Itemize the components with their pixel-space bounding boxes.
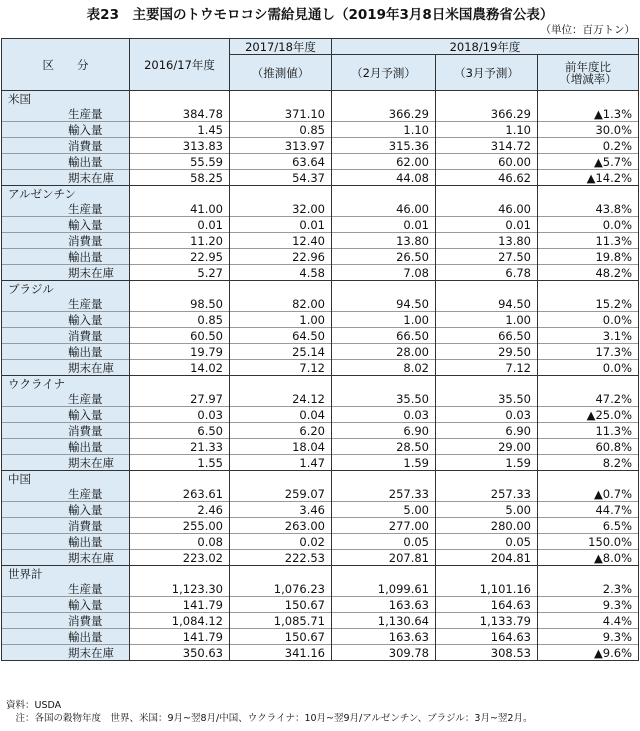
value-cell: 1.55 [130,455,230,471]
empty-cell [332,281,436,297]
header-2018-mar: （3月予測） [436,55,538,91]
value-cell: 4.58 [230,265,332,281]
value-cell: 4.4% [538,613,639,629]
value-cell: 0.0% [538,312,639,328]
row-label: 生産量 [2,106,130,122]
value-cell: 6.90 [436,423,538,439]
value-cell: 43.8% [538,201,639,217]
group-name: 中国 [2,471,130,487]
table-row [2,296,639,312]
table-row [2,502,639,518]
value-cell: 58.25 [130,170,230,186]
row-label: 消費量 [2,423,130,439]
value-cell: 0.0% [538,360,639,376]
row-label: 輸入量 [2,502,130,518]
value-cell: 54.37 [230,170,332,186]
table-title: 表23 主要国のトウモロコシ需給見通し（2019年3月8日米国農務省公表） [86,7,554,23]
value-cell: ▲1.3% [538,106,639,122]
group-header-row [2,281,639,297]
value-cell: 11.3% [538,423,639,439]
table-row [2,550,639,566]
value-cell: 0.05 [332,534,436,550]
header-2017-sub: （推測値） [230,55,332,91]
value-cell: 204.81 [436,550,538,566]
empty-cell [332,376,436,392]
value-cell: 315.36 [332,138,436,154]
empty-cell [230,471,332,487]
header-2017: 2017/18年度 [230,39,332,55]
value-cell: 164.63 [436,629,538,645]
table-row [2,534,639,550]
value-cell: 62.00 [332,154,436,170]
row-label: 生産量 [2,486,130,502]
row-label: 輸出量 [2,629,130,645]
value-cell: 46.62 [436,170,538,186]
value-cell: 141.79 [130,629,230,645]
table-row [2,518,639,534]
group-name: 世界計 [2,566,130,582]
value-cell: 0.01 [230,217,332,233]
value-cell: 1.45 [130,122,230,138]
value-cell: 21.33 [130,439,230,455]
empty-cell [538,281,639,297]
supply-demand-table [1,38,639,661]
value-cell: 8.2% [538,455,639,471]
value-cell: 55.59 [130,154,230,170]
value-cell: 263.61 [130,486,230,502]
value-cell: 223.02 [130,550,230,566]
table-row [2,312,639,328]
value-cell: 1,076.23 [230,581,332,597]
table-row [2,170,639,186]
value-cell: 259.07 [230,486,332,502]
value-cell: 164.63 [436,597,538,613]
empty-cell [332,566,436,582]
value-cell: 29.00 [436,439,538,455]
value-cell: 66.50 [332,328,436,344]
row-label: 消費量 [2,233,130,249]
value-cell: 22.96 [230,249,332,265]
table-row [2,455,639,471]
value-cell: 5.27 [130,265,230,281]
table-row [2,265,639,281]
table-row [2,328,639,344]
header-2016: 2016/17年度 [130,39,230,91]
value-cell: 63.64 [230,154,332,170]
value-cell: ▲8.0% [538,550,639,566]
value-cell: 0.2% [538,138,639,154]
empty-cell [130,91,230,107]
row-label: 消費量 [2,613,130,629]
value-cell: 0.85 [130,312,230,328]
table-row [2,423,639,439]
table-row [2,138,639,154]
empty-cell [538,376,639,392]
value-cell: 44.08 [332,170,436,186]
value-cell: 309.78 [332,645,436,661]
table-row [2,249,639,265]
group-name: ブラジル [2,281,130,297]
value-cell: 1.00 [230,312,332,328]
value-cell: 19.8% [538,249,639,265]
value-cell: 0.08 [130,534,230,550]
value-cell: 60.50 [130,328,230,344]
header-change [538,55,639,91]
value-cell: 371.10 [230,106,332,122]
group-name: ウクライナ [2,376,130,392]
table-row [2,201,639,217]
value-cell: 1.00 [436,312,538,328]
value-cell: 150.67 [230,629,332,645]
table-row [2,439,639,455]
value-cell: 28.50 [332,439,436,455]
value-cell: 341.16 [230,645,332,661]
value-cell: 94.50 [436,296,538,312]
header-change-sub: （増減率） [559,71,617,86]
value-cell: 308.53 [436,645,538,661]
value-cell: 9.3% [538,597,639,613]
value-cell: 141.79 [130,597,230,613]
value-cell: 280.00 [436,518,538,534]
row-label: 期末在庫 [2,455,130,471]
group-header-row [2,566,639,582]
table-row [2,629,639,645]
row-label: 輸出量 [2,344,130,360]
table-row [2,217,639,233]
empty-cell [436,376,538,392]
value-cell: 13.80 [332,233,436,249]
empty-cell [332,91,436,107]
value-cell: 313.83 [130,138,230,154]
group-header-row [2,91,639,107]
value-cell: 0.0% [538,217,639,233]
value-cell: 82.00 [230,296,332,312]
value-cell: 17.3% [538,344,639,360]
header-change-label: 前年度比 [565,59,611,74]
value-cell: 60.00 [436,154,538,170]
value-cell: 22.95 [130,249,230,265]
value-cell: ▲14.2% [538,170,639,186]
row-label: 期末在庫 [2,360,130,376]
value-cell: 1.10 [436,122,538,138]
value-cell: ▲9.6% [538,645,639,661]
value-cell: 314.72 [436,138,538,154]
value-cell: 263.00 [230,518,332,534]
value-cell: 313.97 [230,138,332,154]
value-cell: 11.20 [130,233,230,249]
value-cell: 163.63 [332,629,436,645]
table-row [2,233,639,249]
value-cell: 0.04 [230,407,332,423]
value-cell: 366.29 [332,106,436,122]
value-cell: 257.33 [332,486,436,502]
value-cell: 27.97 [130,391,230,407]
value-cell: 1,085.71 [230,613,332,629]
value-cell: 366.29 [436,106,538,122]
value-cell: 1.47 [230,455,332,471]
value-cell: 46.00 [332,201,436,217]
row-label: 輸出量 [2,534,130,550]
row-label: 生産量 [2,201,130,217]
value-cell: 0.01 [436,217,538,233]
group-name: アルゼンチン [2,186,130,202]
value-cell: 47.2% [538,391,639,407]
empty-cell [130,471,230,487]
value-cell: 6.50 [130,423,230,439]
value-cell: 0.85 [230,122,332,138]
empty-cell [230,281,332,297]
value-cell: 163.63 [332,597,436,613]
value-cell: 350.63 [130,645,230,661]
empty-cell [230,186,332,202]
value-cell: 27.50 [436,249,538,265]
value-cell: 30.0% [538,122,639,138]
table-row [2,344,639,360]
group-name: 米国 [2,91,130,107]
value-cell: 98.50 [130,296,230,312]
value-cell: 15.2% [538,296,639,312]
value-cell: 18.04 [230,439,332,455]
value-cell: 1,099.61 [332,581,436,597]
value-cell: 150.67 [230,597,332,613]
value-cell: 0.05 [436,534,538,550]
group-header-row [2,471,639,487]
value-cell: 41.00 [130,201,230,217]
value-cell: 7.12 [230,360,332,376]
row-label: 輸入量 [2,597,130,613]
value-cell: 14.02 [130,360,230,376]
group-header-row [2,186,639,202]
value-cell: 46.00 [436,201,538,217]
value-cell: 2.46 [130,502,230,518]
header-2018-feb: （2月予測） [332,55,436,91]
value-cell: 0.03 [436,407,538,423]
value-cell: 11.3% [538,233,639,249]
value-cell: 94.50 [332,296,436,312]
value-cell: 24.12 [230,391,332,407]
value-cell: 12.40 [230,233,332,249]
empty-cell [538,186,639,202]
value-cell: 35.50 [332,391,436,407]
unit-label: （単位：百万トン） [540,24,635,36]
value-cell: 7.12 [436,360,538,376]
row-label: 期末在庫 [2,265,130,281]
value-cell: 7.08 [332,265,436,281]
value-cell: ▲0.7% [538,486,639,502]
row-label: 輸出量 [2,439,130,455]
value-cell: 0.03 [332,407,436,423]
value-cell: 1,123.30 [130,581,230,597]
group-header-row [2,376,639,392]
empty-cell [230,566,332,582]
value-cell: 1.00 [332,312,436,328]
value-cell: ▲25.0% [538,407,639,423]
value-cell: 2.3% [538,581,639,597]
value-cell: 60.8% [538,439,639,455]
table-row [2,122,639,138]
value-cell: 32.00 [230,201,332,217]
row-label: 輸入量 [2,122,130,138]
value-cell: 3.1% [538,328,639,344]
row-label: 生産量 [2,391,130,407]
value-cell: 13.80 [436,233,538,249]
table-row [2,391,639,407]
value-cell: 6.5% [538,518,639,534]
row-label: 消費量 [2,518,130,534]
row-label: 輸入量 [2,217,130,233]
table-row [2,407,639,423]
value-cell: 277.00 [332,518,436,534]
empty-cell [436,186,538,202]
value-cell: 6.20 [230,423,332,439]
empty-cell [230,91,332,107]
empty-cell [130,376,230,392]
value-cell: 5.00 [436,502,538,518]
table-body [2,91,639,661]
value-cell: 1.59 [332,455,436,471]
value-cell: 257.33 [436,486,538,502]
value-cell: 5.00 [332,502,436,518]
empty-cell [130,566,230,582]
empty-cell [436,91,538,107]
value-cell: 6.78 [436,265,538,281]
value-cell: 1,133.79 [436,613,538,629]
empty-cell [332,471,436,487]
value-cell: 48.2% [538,265,639,281]
table-row [2,486,639,502]
value-cell: 66.50 [436,328,538,344]
row-label: 期末在庫 [2,170,130,186]
source-note: 資料：USDA [6,700,62,711]
table-row [2,581,639,597]
table-row [2,154,639,170]
value-cell: 25.14 [230,344,332,360]
value-cell: 1,101.16 [436,581,538,597]
table-row [2,597,639,613]
row-label: 消費量 [2,328,130,344]
footnotes [6,699,532,725]
value-cell: 0.01 [130,217,230,233]
table-row [2,613,639,629]
empty-cell [230,376,332,392]
value-cell: 64.50 [230,328,332,344]
row-label: 輸入量 [2,407,130,423]
value-cell: 0.03 [130,407,230,423]
value-cell: 9.3% [538,629,639,645]
table-row [2,360,639,376]
row-label: 生産量 [2,296,130,312]
fiscal-year-note: 注：各国の穀物年度 世界、米国：9月~翌8月/中国、ウクライナ：10月~翌9月/アルゼンチン、ブラジル：3月~翌2月。 [6,713,533,724]
value-cell: 1,084.12 [130,613,230,629]
value-cell: 6.90 [332,423,436,439]
value-cell: ▲5.7% [538,154,639,170]
value-cell: 19.79 [130,344,230,360]
empty-cell [436,566,538,582]
table-row [2,106,639,122]
empty-cell [130,281,230,297]
value-cell: 8.02 [332,360,436,376]
table-row [2,645,639,661]
value-cell: 0.02 [230,534,332,550]
empty-cell [538,91,639,107]
value-cell: 1.10 [332,122,436,138]
value-cell: 44.7% [538,502,639,518]
row-label: 期末在庫 [2,550,130,566]
row-label: 輸出量 [2,154,130,170]
row-label: 期末在庫 [2,645,130,661]
empty-cell [538,471,639,487]
empty-cell [436,281,538,297]
row-label: 輸入量 [2,312,130,328]
empty-cell [332,186,436,202]
empty-cell [436,471,538,487]
row-label: 生産量 [2,581,130,597]
value-cell: 26.50 [332,249,436,265]
value-cell: 35.50 [436,391,538,407]
empty-cell [538,566,639,582]
value-cell: 207.81 [332,550,436,566]
row-label: 消費量 [2,138,130,154]
value-cell: 1,130.64 [332,613,436,629]
value-cell: 3.46 [230,502,332,518]
value-cell: 28.00 [332,344,436,360]
header-2018: 2018/19年度 [332,39,639,55]
value-cell: 255.00 [130,518,230,534]
value-cell: 222.53 [230,550,332,566]
value-cell: 150.0% [538,534,639,550]
header-category: 区 分 [2,39,130,91]
value-cell: 29.50 [436,344,538,360]
empty-cell [130,186,230,202]
value-cell: 1.59 [436,455,538,471]
value-cell: 384.78 [130,106,230,122]
value-cell: 0.01 [332,217,436,233]
row-label: 輸出量 [2,249,130,265]
